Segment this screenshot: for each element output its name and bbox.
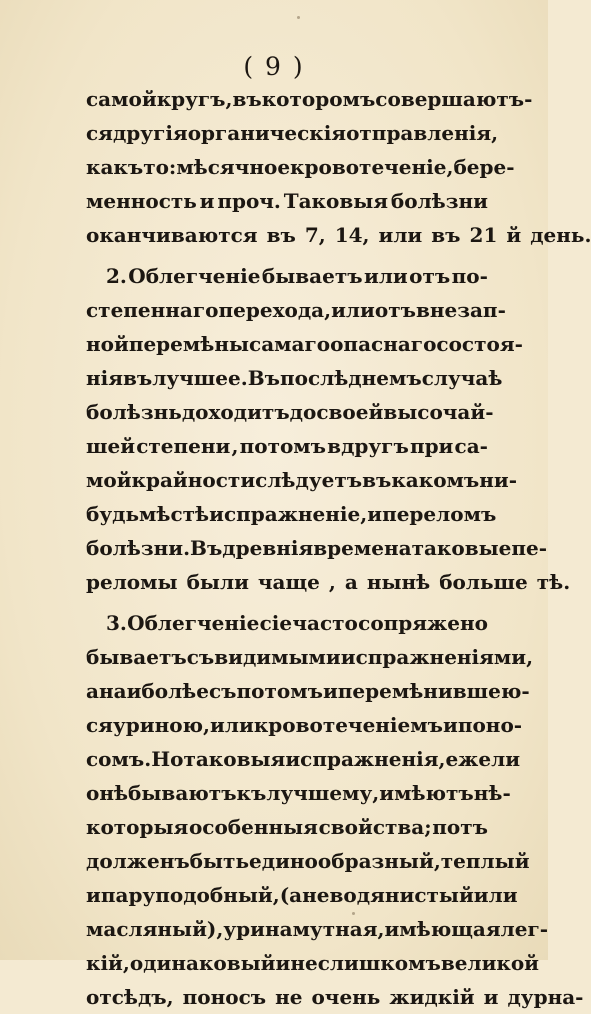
text-line: оканчиваются въ 7, 14, или въ 21 й день. — [86, 223, 591, 247]
text-line: долженъ быть единообразный , теплый — [86, 849, 530, 873]
paragraph — [86, 82, 591, 252]
text-line: шей степени , потомъ вдругъ при са- — [86, 434, 488, 458]
text-line: какъ то: мѣсячное кровотеченіе , бере- — [86, 155, 515, 179]
paper-speck — [297, 16, 300, 19]
text-line: 2. Облегченіе бываетъ или отъ по- — [106, 264, 488, 288]
body-text — [86, 82, 591, 1014]
text-line: онѣ бываютъ къ лучшему, имѣютъ нѣ- — [86, 781, 511, 805]
text-line: масляный), урина мутная, имѣющая лег- — [86, 917, 549, 941]
page-number: ( 9 ) — [243, 52, 305, 81]
text-line: нія въ лучшее. Въ послѣднемъ случаѣ — [86, 366, 503, 390]
text-line: мой крайности слѣдуетъ въ какомъ ни- — [86, 468, 518, 492]
text-line: реломы были чаще , а нынѣ больше тѣ. — [86, 570, 571, 594]
text-line: будь мѣстѣ испражненіе , и переломъ — [86, 502, 497, 526]
text-line: самой кругъ , въ которомъ совершаютъ- — [86, 87, 533, 111]
text-line: менность и проч. Таковыя болѣзни — [86, 189, 488, 213]
text-line: степеннаго перехода, или отъ внезап- — [86, 298, 506, 322]
paragraph — [86, 259, 571, 599]
text-line: которыя особенныя свойства; потъ — [86, 815, 488, 839]
paragraph-gap — [86, 599, 488, 606]
text-line: отсѣдъ, поносъ не очень жидкій и дурна- — [86, 985, 584, 1009]
paragraph-gap — [86, 252, 488, 259]
text-line: и пару подобный, (а не водянистый или — [86, 883, 518, 907]
text-line: ся уриною, или кровотеченіемъ и поно- — [86, 713, 523, 737]
text-line: 3. Облегченіе сіе часто сопряжено — [106, 611, 488, 635]
text-line: болѣзнь доходитъ до своей высочай- — [86, 400, 494, 424]
text-line: ной перемѣны самаго опаснаго состоя- — [86, 332, 523, 356]
text-line: а наиболѣе съ потомъ и перемѣнившею- — [86, 679, 530, 703]
text-line: кій , одинаковый и не слишкомъ великой — [86, 951, 540, 975]
text-line: сомъ. Но таковыя испражненія , ежели — [86, 747, 521, 771]
text-line: бываетъ съ видимыми испражненіями , — [86, 645, 534, 669]
paragraph — [86, 606, 584, 1014]
text-line: болѣзни. Въ древнія времена таковые пе- — [86, 536, 548, 560]
text-line: ся другія органическія отправленія , — [86, 121, 499, 145]
